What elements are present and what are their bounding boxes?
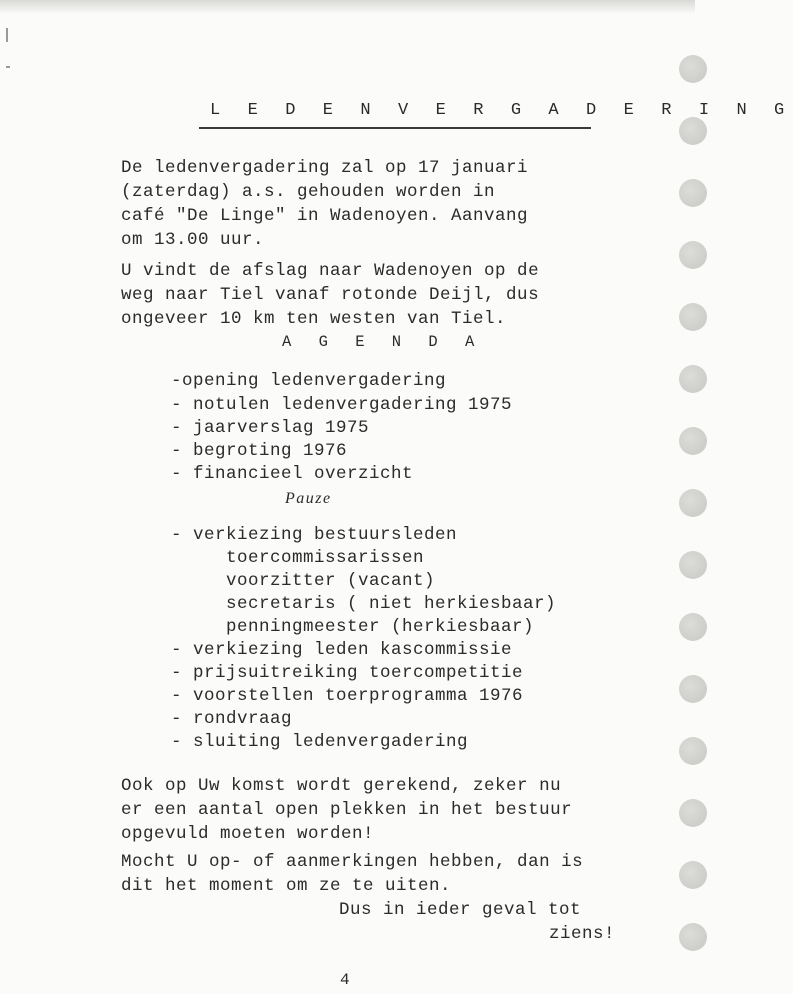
directions-line: weg naar Tiel vanaf rotonde Deijl, dus [121, 285, 540, 305]
binder-hole [679, 861, 707, 889]
document-title: L E D E N V E R G A D E R I N G [210, 101, 793, 120]
agenda-item: - verkiezing bestuursleden [171, 525, 458, 545]
scan-top-shadow [0, 0, 695, 14]
signoff-line: ziens! [549, 924, 616, 944]
pause-label: Pauze [285, 490, 332, 507]
agenda-item: - prijsuitreiking toercompetitie [171, 663, 524, 683]
agenda-item: - sluiting ledenvergadering [171, 732, 469, 752]
binder-hole [679, 241, 707, 269]
binder-holes [679, 55, 707, 985]
agenda-subitem: penningmeester (herkiesbaar) [171, 617, 535, 637]
agenda-subitem: voorzitter (vacant) [171, 571, 436, 591]
agenda-item: -opening ledenvergadering [171, 371, 447, 391]
title-underline [199, 127, 591, 129]
binder-hole [679, 365, 707, 393]
intro-line: De ledenvergadering zal op 17 januari [121, 158, 529, 178]
binder-hole [679, 489, 707, 517]
agenda-item: - verkiezing leden kascommissie [171, 640, 513, 660]
intro-line: (zaterdag) a.s. gehouden worden in [121, 182, 496, 202]
intro-line: café "De Linge" in Wadenoyen. Aanvang [121, 206, 529, 226]
agenda-item: - jaarverslag 1975 [171, 418, 370, 438]
agenda-item: - voorstellen toerprogramma 1976 [171, 686, 524, 706]
margin-mark [6, 66, 10, 68]
page-number: 4 [340, 971, 351, 989]
agenda-item: - financieel overzicht [171, 464, 414, 484]
directions-line: U vindt de afslag naar Wadenoyen op de [121, 261, 540, 281]
agenda-item: - notulen ledenvergadering 1975 [171, 395, 513, 415]
binder-hole [679, 737, 707, 765]
binder-hole [679, 923, 707, 951]
intro-line: om 13.00 uur. [121, 230, 265, 250]
binder-hole [679, 551, 707, 579]
closing-line: opgevuld moeten worden! [121, 824, 375, 844]
agenda-item: - rondvraag [171, 709, 293, 729]
remarks-line: Mocht U op- of aanmerkingen hebben, dan is [121, 852, 584, 872]
agenda-item: - begroting 1976 [171, 441, 348, 461]
binder-hole [679, 613, 707, 641]
remarks-line: dit het moment om ze te uiten. [121, 876, 452, 896]
binder-hole [679, 427, 707, 455]
margin-mark [6, 28, 8, 42]
binder-hole [679, 675, 707, 703]
signoff-line: Dus in ieder geval tot [339, 900, 582, 920]
binder-hole [679, 55, 707, 83]
closing-line: Ook op Uw komst wordt gerekend, zeker nu [121, 776, 562, 796]
agenda-subitem: secretaris ( niet herkiesbaar) [171, 594, 557, 614]
binder-hole [679, 179, 707, 207]
agenda-heading: A G E N D A [282, 333, 484, 351]
directions-line: ongeveer 10 km ten westen van Tiel. [121, 309, 507, 329]
closing-line: er een aantal open plekken in het bestuur [121, 800, 573, 820]
binder-hole [679, 799, 707, 827]
binder-hole [679, 303, 707, 331]
agenda-subitem: toercommissarissen [171, 548, 425, 568]
